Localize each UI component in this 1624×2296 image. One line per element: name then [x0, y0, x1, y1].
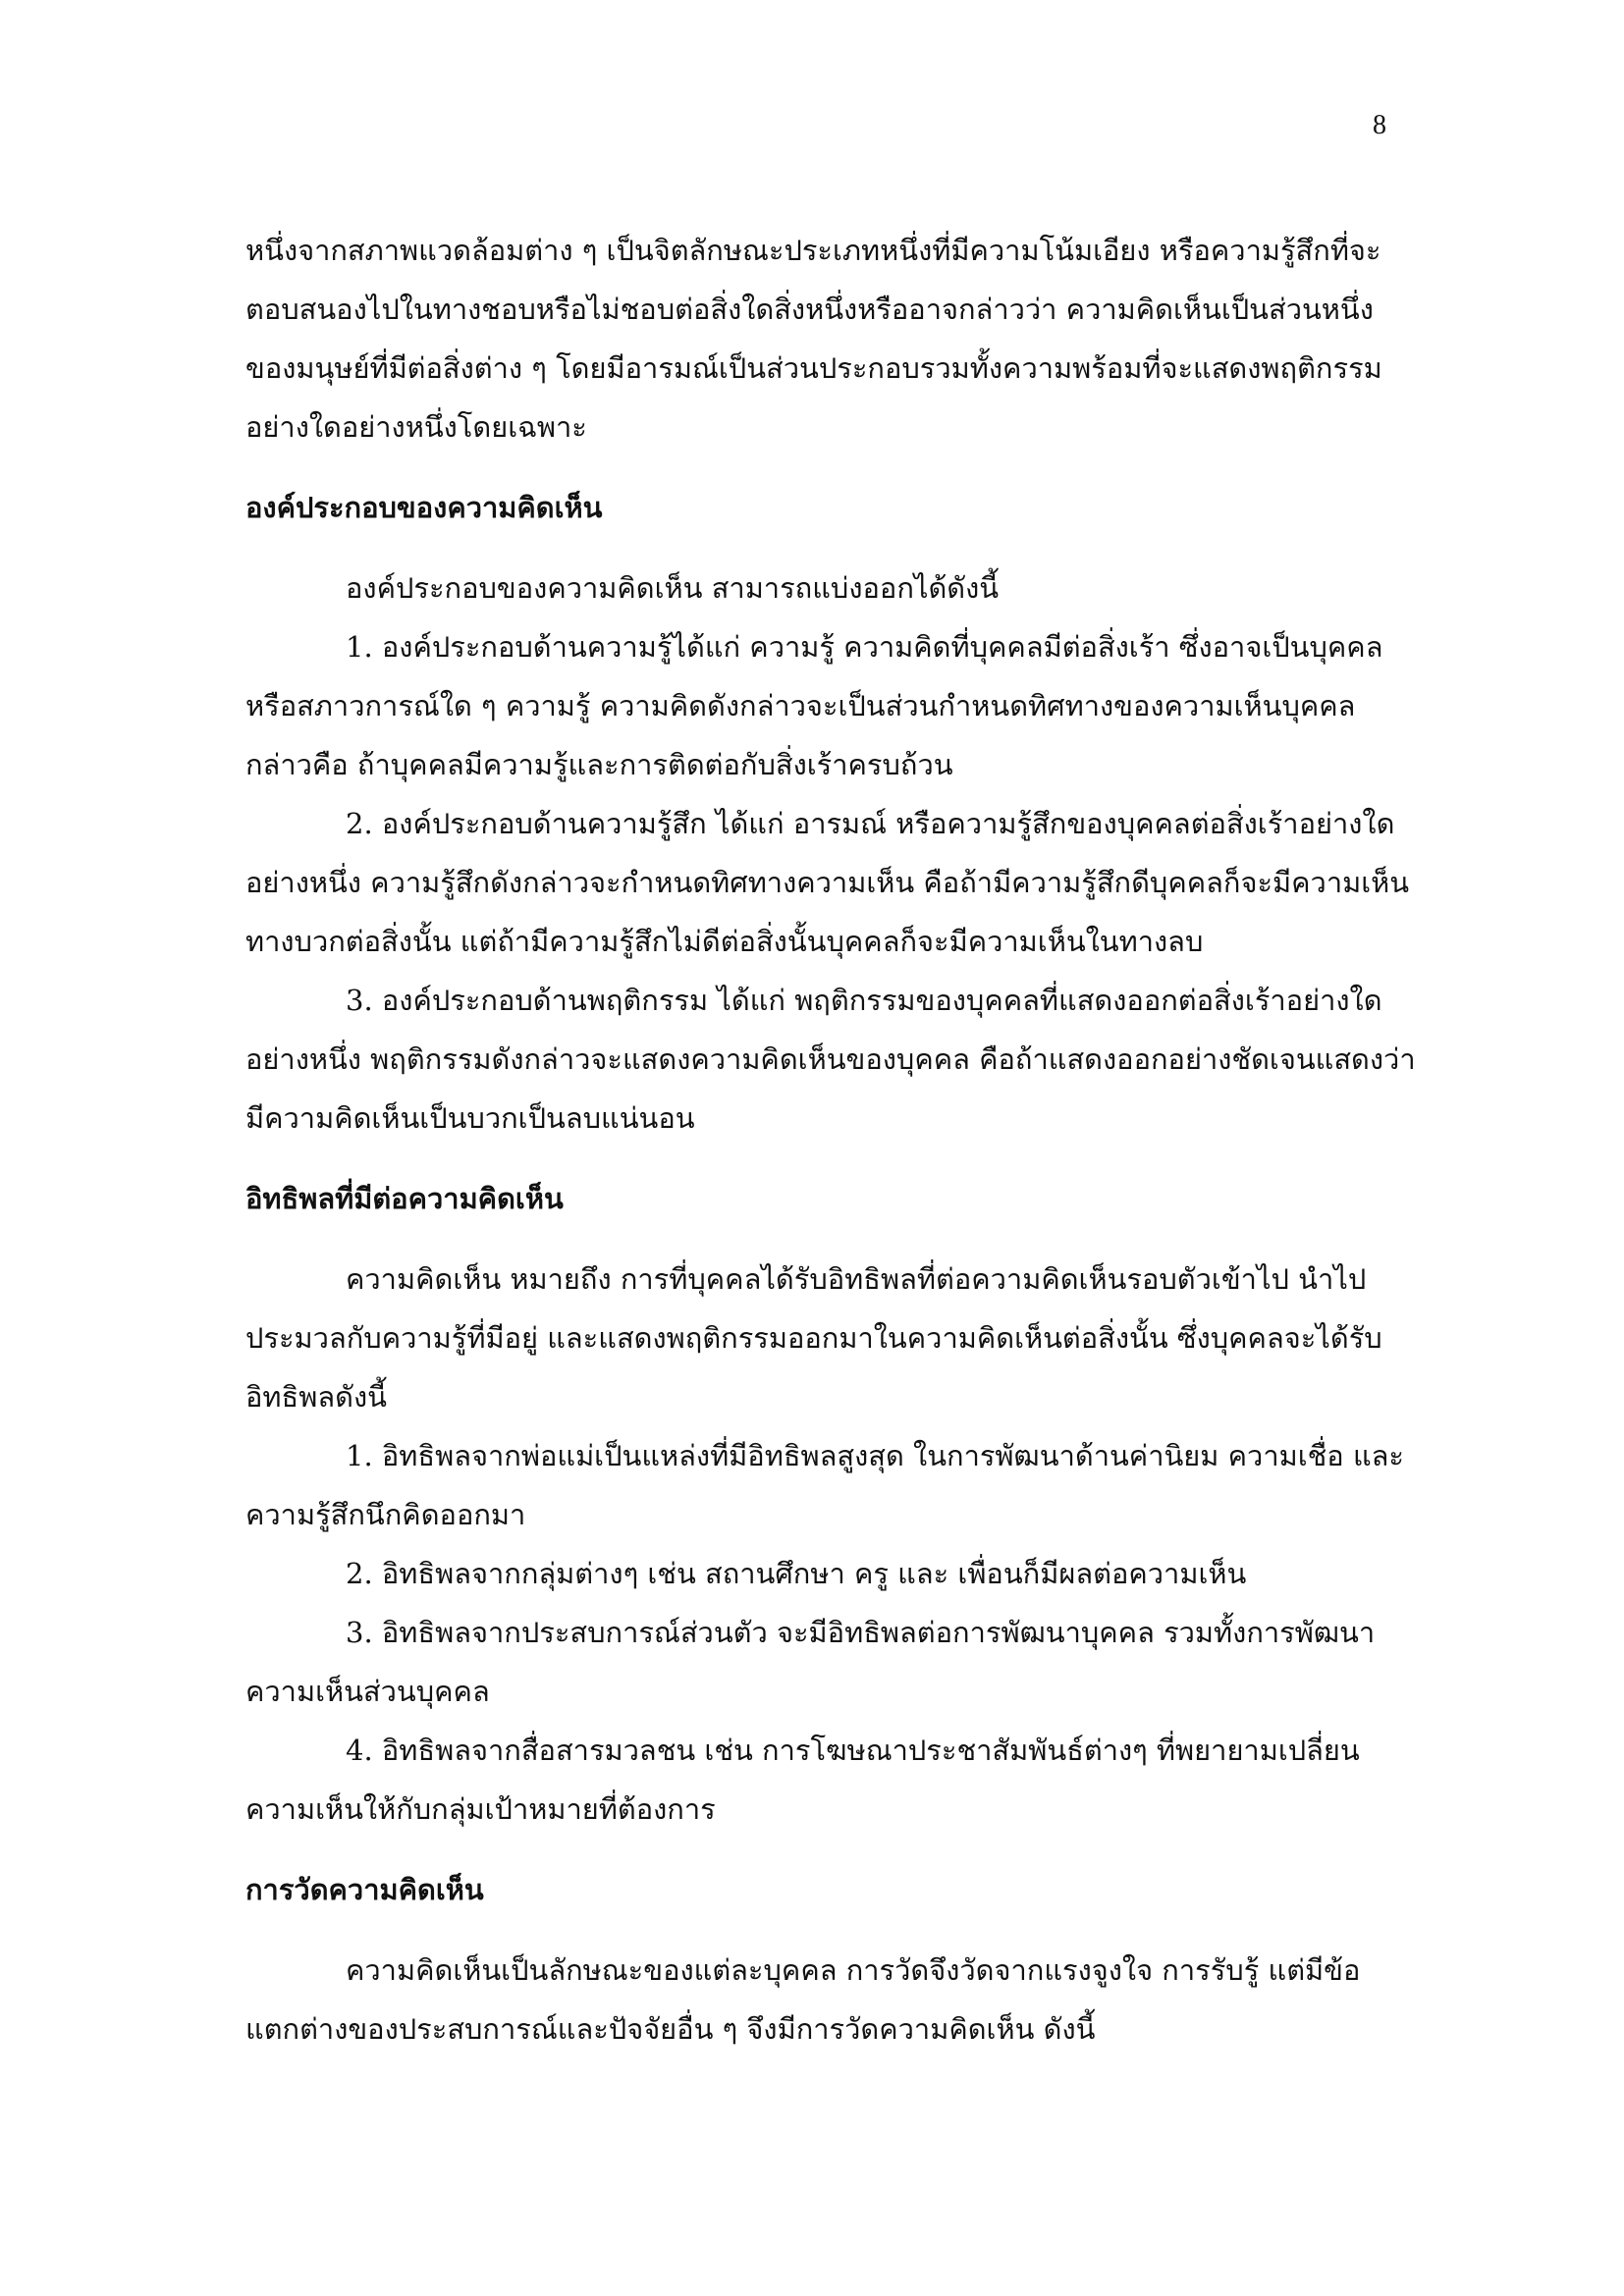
body-line: ของมนุษย์ที่มีต่อสิ่งต่าง ๆ โดยมีอารมณ์เป็นส่วนประกอบรวมทั้งความพร้อมที่จะแสดงพฤติกรรม [245, 351, 1382, 385]
body-line: มีความคิดเห็นเป็นบวกเป็นลบแน่นอน [245, 1101, 695, 1135]
list-item-line: 4. อิทธิพลจากสื่อสารมวลชน เช่น การโฆษณาประชาสัมพันธ์ต่างๆ ที่พยายามเปลี่ยน [346, 1734, 1360, 1767]
list-item-line: 3. องค์ประกอบด้านพฤติกรรม ได้แก่ พฤติกรรมของบุคคลที่แสดงออกต่อสิ่งเร้าอย่างใด [346, 984, 1382, 1017]
page-number: 8 [1373, 110, 1386, 140]
body-line: อย่างใดอย่างหนึ่งโดยเฉพาะ [245, 410, 587, 444]
section-heading-components: องค์ประกอบของความคิดเห็น [245, 491, 603, 524]
list-item-line: 2. องค์ประกอบด้านความรู้สึก ได้แก่ อารมณ์ หรือความรู้สึกของบุคคลต่อสิ่งเร้าอย่างใด [346, 807, 1395, 840]
body-line: องค์ประกอบของความคิดเห็น สามารถแบ่งออกได้ดังนี้ [346, 571, 1000, 605]
list-item-line: 2. อิทธิพลจากกลุ่มต่างๆ เช่น สถานศึกษา ครู และ เพื่อนก็มีผลต่อความเห็น [346, 1557, 1247, 1590]
body-line: อิทธิพลดังนี้ [245, 1380, 387, 1414]
body-line: แตกต่างของประสบการณ์และปัจจัยอื่น ๆ จึงมีการวัดความคิดเห็น ดังนี้ [245, 2012, 1096, 2046]
list-item-line: 1. อิทธิพลจากพ่อแม่เป็นแหล่งที่มีอิทธิพลสูงสุด ในการพัฒนาด้านค่านิยม ความเชื่อ และ [346, 1439, 1404, 1472]
body-line: ความคิดเห็นเป็นลักษณะของแต่ละบุคคล การวัดจึงวัดจากแรงจูงใจ การรับรู้ แต่มีข้อ [346, 1953, 1361, 1987]
intro-paragraph [245, 221, 1387, 456]
body-line: ความรู้สึกนึกคิดออกมา [245, 1498, 526, 1531]
body-line: ความเห็นส่วนบุคคล [245, 1675, 490, 1708]
body-line: ประมวลกับความรู้ที่มีอยู่ และแสดงพฤติกรรมออกมาในความคิดเห็นต่อสิ่งนั้น ซึ่งบุคคลจะได้รับ [245, 1321, 1382, 1355]
body-line: อย่างหนึ่ง พฤติกรรมดังกล่าวจะแสดงความคิดเห็นของบุคคล คือถ้าแสดงออกอย่างชัดเจนแสดงว่า [245, 1042, 1416, 1076]
body-line: กล่าวคือ ถ้าบุคคลมีความรู้และการติดต่อกับสิ่งเร้าครบถ้วน [245, 748, 953, 781]
section-components [245, 559, 1416, 1148]
body-line: อย่างหนึ่ง ความรู้สึกดังกล่าวจะกำหนดทิศทางความเห็น คือถ้ามีความรู้สึกดีบุคคลก็จะมีความเห็น [245, 866, 1410, 899]
list-item-line: 3. อิทธิพลจากประสบการณ์ส่วนตัว จะมีอิทธิพลต่อการพัฒนาบุคคล รวมทั้งการพัฒนา [346, 1616, 1376, 1649]
body-line: ความเห็นให้กับกลุ่มเป้าหมายที่ต้องการ [245, 1792, 716, 1826]
body-line: ตอบสนองไปในทางชอบหรือไม่ชอบต่อสิ่งใดสิ่งหนึ่งหรืออาจกล่าวว่า ความคิดเห็นเป็นส่วนหนึ่ง [245, 293, 1374, 326]
list-item-line: 1. องค์ประกอบด้านความรู้ได้แก่ ความรู้ ความคิดที่บุคคลมีต่อสิ่งเร้า ซึ่งอาจเป็นบุคคล [346, 630, 1383, 664]
section-heading-measurement: การวัดความคิดเห็น [245, 1873, 484, 1906]
body-line: หนึ่งจากสภาพแวดล้อมต่าง ๆ เป็นจิตลักษณะประเภทหนึ่งที่มีความโน้มเอียง หรือความรู้สึกที่จะ [245, 234, 1381, 267]
section-heading-influences: อิทธิพลที่มีต่อความคิดเห็น [245, 1182, 564, 1215]
body-line: ทางบวกต่อสิ่งนั้น แต่ถ้ามีความรู้สึกไม่ดีต่อสิ่งนั้นบุคคลก็จะมีความเห็นในทางลบ [245, 925, 1204, 958]
body-line: ความคิดเห็น หมายถึง การที่บุคคลได้รับอิทธิพลที่ต่อความคิดเห็นรอบตัวเข้าไป นำไป [346, 1262, 1367, 1296]
body-line: หรือสภาวการณ์ใด ๆ ความรู้ ความคิดดังกล่าวจะเป็นส่วนกำหนดทิศทางของความเห็นบุคคล [245, 689, 1356, 722]
section-measurement [245, 1941, 1387, 2058]
section-influences [245, 1250, 1404, 1839]
document-body [245, 221, 1416, 2058]
